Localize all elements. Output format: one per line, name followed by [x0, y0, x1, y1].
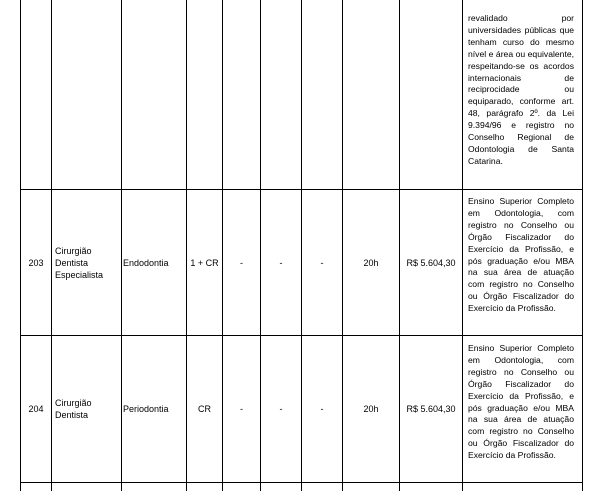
dash-value: - [279, 404, 283, 414]
table-row-203 [21, 190, 51, 335]
row-divider [20, 482, 583, 483]
workload-hours: 20h [363, 404, 379, 414]
position-name: Cirurgião Dentista Especialista [55, 245, 104, 280]
vacancies-count: CR [198, 404, 211, 414]
empty-value-cell [302, 336, 342, 482]
requirements-cell: Ensino Superior Completo em Odontologia, com registro no Conselho ou Órgão Fiscalizador do Exercício da Profissão, e pós graduação e/ou MBA na sua área de atuação com registro no Conselho ou Órgão Fiscalizador do Exercício da Profissão. [468, 343, 574, 461]
empty-value-cell [223, 336, 260, 482]
vacancy-code: 204 [28, 404, 44, 414]
empty-value-cell [223, 190, 260, 335]
specialty-cell [123, 336, 185, 482]
dash-value: - [240, 404, 243, 414]
column-divider [121, 0, 122, 491]
salary-cell [400, 336, 462, 482]
position-cell [55, 336, 119, 482]
salary-cell [400, 190, 462, 335]
requirements-continued-cell: revalidado por universidades públicas que tenham curso do mesmo nível e área ou equivalente, respeitando-se os acordos internacionais de reciprocidade ou equiparado, conforme art. 48, parágrafo 2º. da Lei 9.394/96 e registro no Conselho Regional de Odontologia de Santa Catarina. [468, 13, 574, 166]
dash-value: - [240, 257, 243, 268]
hours-cell [343, 336, 399, 482]
dash-value: - [320, 257, 324, 268]
specialty-name: Endodontia [123, 257, 169, 268]
empty-value-cell [261, 190, 301, 335]
hours-cell [343, 190, 399, 335]
column-divider [462, 0, 463, 491]
empty-value-cell [261, 336, 301, 482]
vacancy-code: 203 [28, 257, 44, 268]
salary-value: R$ 5.604,30 [406, 257, 456, 268]
empty-value-cell [302, 190, 342, 335]
specialty-name: Periodontia [123, 404, 169, 414]
table-row-204 [21, 336, 51, 482]
vacancies-count: 1 + CR [190, 257, 219, 268]
vacancies-cell [187, 190, 222, 335]
table-border-right [582, 0, 583, 491]
position-cell [55, 190, 119, 335]
vacancies-cell [187, 336, 222, 482]
workload-hours: 20h [363, 257, 379, 268]
salary-value: R$ 5.604,30 [406, 404, 456, 414]
vacancy-table [20, 0, 583, 491]
dash-value: - [320, 404, 324, 414]
specialty-cell [123, 190, 185, 335]
requirements-cell: Ensino Superior Completo em Odontologia, com registro no Conselho ou Órgão Fiscalizador do Exercício da Profissão, e pós graduação e/ou MBA na sua área de atuação com registro no Conselho ou Órgão Fiscalizador do Exercício da Profissão. [468, 196, 574, 314]
column-divider [51, 0, 52, 491]
position-name: Cirurgião Dentista [55, 398, 92, 420]
dash-value: - [279, 257, 283, 268]
